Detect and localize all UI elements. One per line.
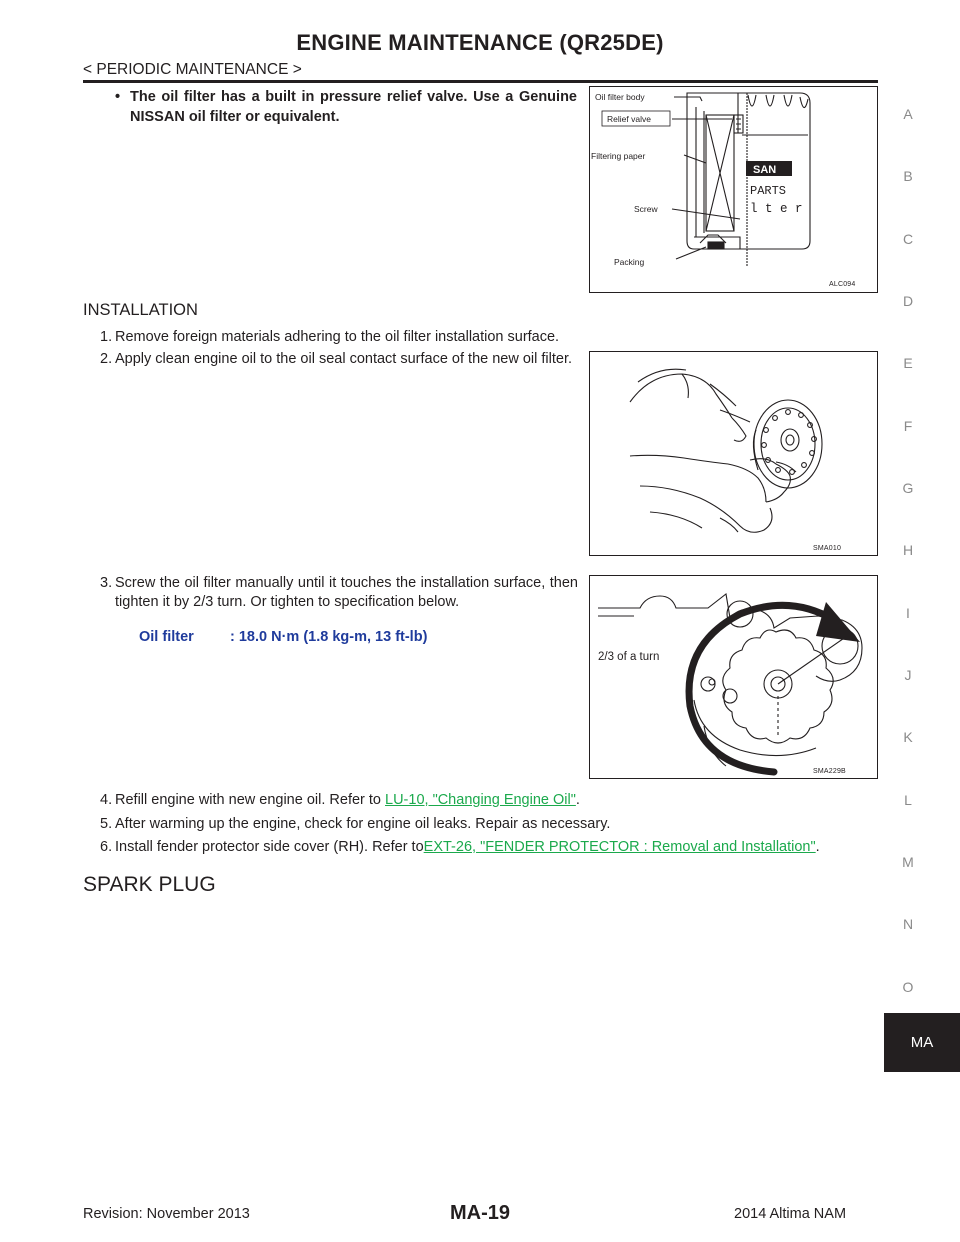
footer-page-number: MA-19 — [449, 1202, 510, 1224]
brand-logo-text: SAN — [753, 164, 777, 176]
spec-label: Oil filter — [139, 629, 194, 645]
label-oil-filter-body: Oil filter body — [595, 92, 645, 102]
spec-value: : 18.0 N·m (1.8 kg-m, 13 ft-lb) — [230, 629, 428, 645]
step-text: After warming up the engine, check for engine oil leaks. Repair as necessary. — [115, 816, 611, 832]
header-divider — [83, 80, 878, 83]
section-title-installation: INSTALLATION — [83, 301, 198, 319]
link-lu-10-changing-engine-oil[interactable]: LU-10, "Changing Engine Oil" — [385, 792, 576, 808]
index-letter-o[interactable]: O — [902, 979, 914, 995]
step-number: 1. — [100, 329, 113, 345]
step-text-lead: Refill engine with new engine oil. Refer to — [115, 792, 386, 808]
step-text — [100, 791, 880, 810]
section-tab-ma[interactable]: MA — [884, 1013, 960, 1072]
link-ext-26-fender-protector[interactable]: EXT-26, "FENDER PROTECTOR : Removal and Installation" — [423, 839, 816, 855]
step-text — [100, 838, 880, 857]
index-letter-d[interactable]: D — [902, 293, 914, 309]
step-2 — [100, 350, 578, 369]
label-screw: Screw — [634, 204, 658, 214]
hand-oil-filter-drawing — [590, 352, 876, 554]
index-letter-n[interactable]: N — [902, 916, 914, 932]
step-text: Apply clean engine oil to the oil seal contact surface of the new oil filter. — [115, 351, 573, 367]
step-text-end: . — [815, 839, 820, 855]
rotation-arrow-head — [816, 602, 860, 642]
step-6 — [100, 838, 880, 857]
figure-apply-oil-to-seal — [589, 351, 878, 556]
step-5 — [100, 815, 880, 834]
tighten-filter-drawing — [590, 576, 876, 777]
index-letter-h[interactable]: H — [902, 542, 914, 558]
label-packing: Packing — [614, 257, 645, 267]
index-letter-k[interactable]: K — [903, 729, 913, 745]
parts-text: PARTS — [750, 184, 787, 198]
section-title-spark-plug: SPARK PLUG — [83, 873, 216, 896]
figure-oil-filter-cutaway — [589, 86, 878, 293]
step-number: 5. — [100, 816, 113, 832]
index-letter-m[interactable]: M — [902, 854, 914, 870]
note-bullet — [115, 87, 577, 127]
figure-two-thirds-turn — [589, 575, 878, 779]
label-two-thirds-turn: 2/3 of a turn — [598, 651, 660, 663]
step-number: 2. — [100, 351, 113, 367]
bullet-mark: • — [115, 89, 121, 105]
step-1 — [100, 328, 880, 347]
note-text: The oil filter has a built in pressure relief valve. Use a Genuine NISSAN oil filter or equivalent. — [130, 89, 577, 125]
label-relief-valve: Relief valve — [607, 114, 651, 124]
index-letter-l[interactable]: L — [904, 792, 912, 808]
step-text: Screw the oil filter manually until it touches the installation surface, then tighten it by 2/3 turn. Or tighten to specification below. — [115, 575, 578, 610]
step-text-lead: Install fender protector side cover (RH). Refer to — [115, 839, 424, 855]
figure-code: SMA229B — [813, 768, 846, 775]
figure-code: SMA010 — [813, 545, 842, 552]
oil-filter-cutaway-drawing — [590, 87, 876, 291]
index-letter-e[interactable]: E — [903, 355, 913, 371]
step-3 — [100, 574, 578, 612]
footer-revision: Revision: November 2013 — [83, 1206, 250, 1222]
index-letter-c[interactable]: C — [902, 231, 914, 247]
index-letter-f[interactable]: F — [903, 418, 913, 434]
step-text-end: . — [575, 792, 580, 808]
page-title: ENGINE MAINTENANCE (QR25DE) — [296, 30, 664, 55]
figure-code: ALC094 — [829, 281, 856, 288]
index-letter-j[interactable]: J — [904, 667, 912, 683]
torque-spec — [139, 629, 427, 645]
index-letter-g[interactable]: G — [902, 480, 914, 496]
step-4 — [100, 791, 880, 810]
footer-model: 2014 Altima NAM — [734, 1206, 847, 1222]
filter-text: l t e r — [750, 202, 803, 216]
label-filtering-paper: Filtering paper — [591, 151, 646, 161]
step-text: Remove foreign materials adhering to the oil filter installation surface. — [115, 329, 560, 345]
rotation-arrow — [689, 605, 834, 772]
index-letter-b[interactable]: B — [903, 168, 913, 184]
step-number: 3. — [100, 575, 113, 591]
breadcrumb: < PERIODIC MAINTENANCE > — [83, 61, 302, 78]
step-number: 6. — [100, 839, 113, 855]
index-letter-a[interactable]: A — [903, 106, 913, 122]
step-number: 4. — [100, 792, 113, 808]
index-letter-i[interactable]: I — [906, 605, 910, 621]
